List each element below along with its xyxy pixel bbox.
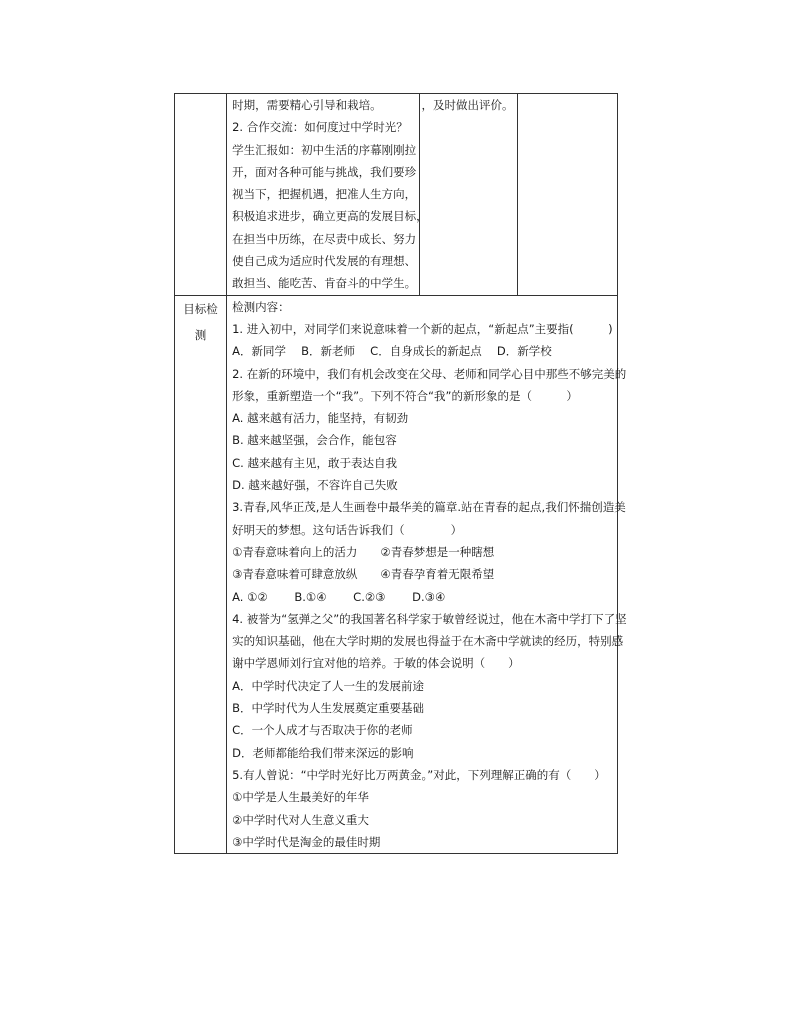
- row1-notes-cell: [517, 94, 617, 296]
- question-line: A．中学时代决定了人一生的发展前途: [232, 678, 424, 693]
- row1-content-cell: [227, 94, 428, 296]
- row1-teacher-text: [420, 94, 517, 116]
- question-line: D．老师都能给我们带来深远的影响: [232, 745, 414, 760]
- question-line: A. 越来越有活力，能坚持，有韧劲: [232, 411, 409, 426]
- question-line: B．中学时代为人生发展奠定重要基础: [232, 701, 424, 716]
- detection-content-cell: [227, 295, 627, 853]
- text-line: 时期，需要精心引导和栽培。: [232, 98, 382, 112]
- table-row: [175, 295, 618, 853]
- question-line: D. 越来越好强，不容许自己失败: [232, 478, 398, 493]
- row1-teacher-cell: [419, 94, 517, 296]
- question-line: A．新同学 B．新老师 C．自身成长的新起点 D．新学校: [232, 344, 552, 359]
- question-line: ①中学是人生最美好的年华: [232, 790, 369, 805]
- text-line: 学生汇报如：初中生活的序幕刚刚拉: [232, 142, 417, 157]
- question-line: 好明天的梦想。这句话告诉我们（ ）: [232, 522, 463, 537]
- text-line: ，及时做出评价。: [421, 98, 514, 112]
- text-line: 积极追求进步，确立更高的发展目标，: [232, 209, 428, 224]
- text-line: 使自己成为适应时代发展的有理想、: [232, 254, 417, 269]
- label-line: 测: [194, 327, 207, 342]
- question-line: 4. 被誉为“氢弹之父”的我国著名科学家于敏曾经说过，他在木斋中学打下了坚: [232, 611, 627, 626]
- goal-check-label: [175, 296, 226, 348]
- row1-label-cell: [175, 94, 227, 296]
- question-line: 检测内容：: [232, 299, 290, 314]
- label-line: 目标检: [183, 301, 218, 316]
- question-line: 实的知识基础，他在大学时期的发展也得益于在木斋中学就读的经历，特别感: [232, 634, 624, 649]
- question-line: ②中学时代对人生意义重大: [232, 812, 369, 827]
- text-line: 在担当中历练，在尽责中成长、努力: [232, 231, 417, 246]
- question-line: ③中学时代是淘金的最佳时期: [232, 834, 381, 849]
- goal-check-label-cell: [175, 295, 227, 853]
- detection-content: [227, 296, 627, 853]
- question-line: 1. 进入初中，对同学们来说意味着一个新的起点，“新起点”主要指( ): [232, 321, 613, 336]
- row1-content-text: [227, 94, 428, 295]
- question-line: C. 越来越有主见，敢于表达自我: [232, 455, 397, 470]
- question-line: A. ①② B.①④ C.②③ D.③④: [232, 589, 446, 604]
- text-line: 视当下，把握机遇，把准人生方向，: [232, 187, 417, 202]
- question-line: ③青春意味着可肆意放纵 ④青春孕育着无限希望: [232, 567, 495, 582]
- table-row: [175, 94, 618, 296]
- question-line: 形象，重新塑造一个“我”。下列不符合“我”的新形象的是（ ）: [232, 388, 578, 403]
- question-line: ①青春意味着向上的活力 ②青春梦想是一种瞎想: [232, 544, 495, 559]
- question-line: 谢中学恩师刘行宜对他的培养。于敏的体会说明（ ）: [232, 656, 520, 671]
- text-line: 敢担当、能吃苦、肯奋斗的中学生。: [232, 276, 417, 291]
- question-line: B. 越来越坚强，会合作，能包容: [232, 433, 397, 448]
- lesson-plan-table: [174, 93, 627, 854]
- text-line: 2. 合作交流：如何度过中学时光？: [232, 120, 408, 135]
- question-line: C．一个人成才与否取决于你的老师: [232, 723, 413, 738]
- question-line: 5.有人曾说：“中学时光好比万两黄金。”对此，下列理解正确的有（ ）: [232, 767, 606, 782]
- question-line: 2. 在新的环境中，我们有机会改变在父母、老师和同学心目中那些不够完美的: [232, 366, 627, 381]
- text-line: 开，面对各种可能与挑战，我们要珍: [232, 164, 417, 179]
- question-line: 3.青春,风华正茂,是人生画卷中最华美的篇章.站在青春的起点,我们怀揣创造美: [232, 500, 626, 515]
